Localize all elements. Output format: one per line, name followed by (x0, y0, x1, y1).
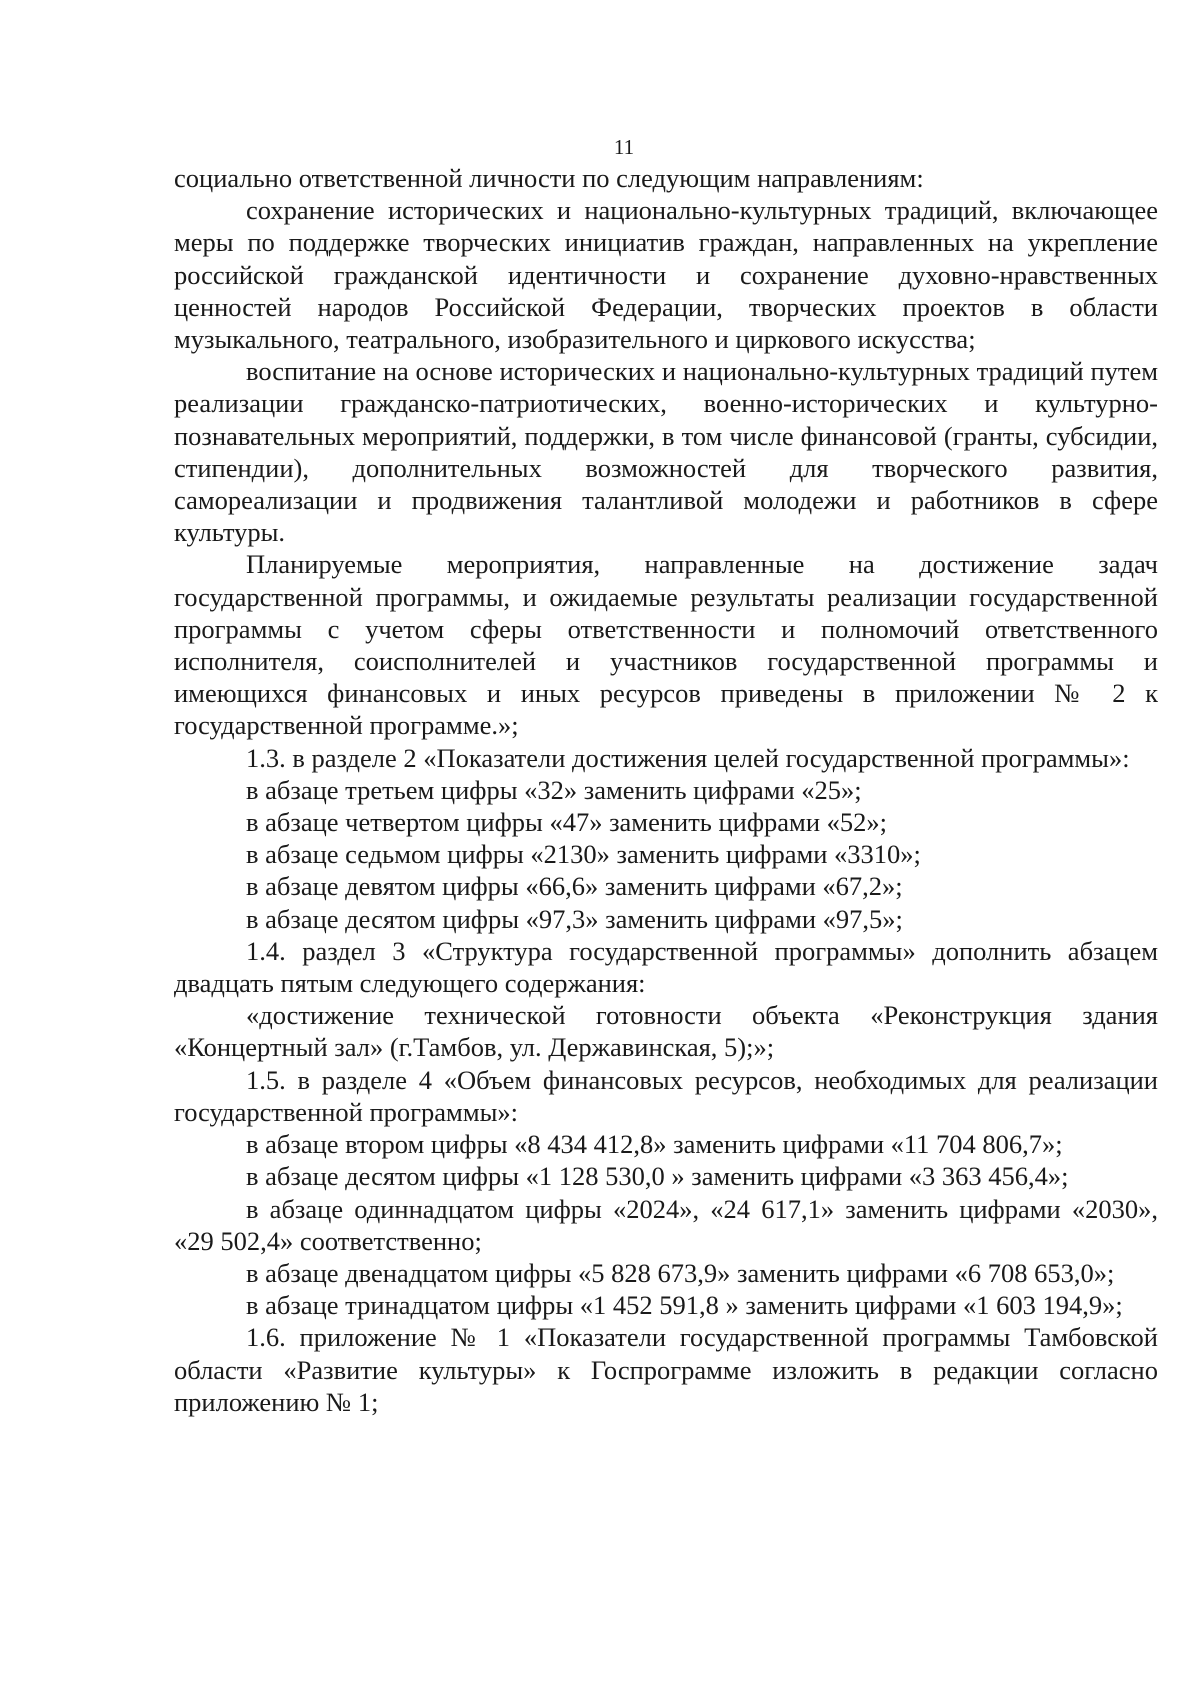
paragraph-item-1-5: 1.5. в разделе 4 «Объем финансовых ресурсов, необходимых для реализации государственной программы»: (174, 1064, 1158, 1127)
paragraph-heritage: сохранение исторических и национально-культурных традиций, включающее меры по поддержке творческих инициатив граждан, направленных на укрепление российской гражданской идентичности и сохранение духовно-нравственных ценностей народов Российской Федерации, творческих проектов в области музыкального, театрального, изобразительного и циркового искусства; (174, 195, 1158, 355)
paragraph-item-1-4: 1.4. раздел 3 «Структура государственной программы» дополнить абзацем двадцать пятым следующего содержания: (174, 935, 1158, 999)
paragraph-change-third: в абзаце третьем цифры «32» заменить цифрами «25»; (246, 774, 862, 805)
paragraph-item-1-3: 1.3. в разделе 2 «Показатели достижения целей государственной программы»: (246, 742, 1130, 773)
paragraph-change-thirteenth: в абзаце тринадцатом цифры «1 452 591,8 » заменить цифрами «1 603 194,9»; (246, 1290, 1123, 1321)
document-body (174, 162, 1158, 1418)
paragraph-concert-hall: «достижение технической готовности объекта «Реконструкция здания «Концертный зал» (г.Тамбов, ул. Державинская, 5);»; (174, 1000, 1158, 1063)
paragraph-item-1-6: 1.6. приложение № 1 «Показатели государственной программы Тамбовской области «Развитие культуры» к Госпрограмме изложить в редакции согласно приложению № 1; (174, 1322, 1158, 1417)
page-number: 11 (613, 135, 635, 159)
paragraph-education: воспитание на основе исторических и национально-культурных традиций путем реализации гражданско-патриотических, военно-исторических и культурно-познавательных мероприятий, поддержки, в том числе финансовой (гранты, субсидии, стипендии), дополнительных возможностей для творческого развития, самореализации и продвижения талантливой молодежи и работников в сфере культуры. (174, 356, 1158, 548)
paragraph-intro: социально ответственной личности по следующим направлениям: (174, 163, 924, 193)
paragraph-change-tenth-finance: в абзаце десятом цифры «1 128 530,0 » заменить цифрами «3 363 456,4»; (246, 1161, 1069, 1192)
paragraph-change-second: в абзаце втором цифры «8 434 412,8» заменить цифрами «11 704 806,7»; (246, 1129, 1063, 1160)
paragraph-change-fourth: в абзаце четвертом цифры «47» заменить цифрами «52»; (246, 807, 887, 838)
paragraph-change-tenth: в абзаце десятом цифры «97,3» заменить цифрами «97,5»; (246, 903, 903, 934)
paragraph-change-twelfth: в абзаце двенадцатом цифры «5 828 673,9» заменить цифрами «6 708 653,0»; (246, 1257, 1115, 1288)
paragraph-planned-activities: Планируемые мероприятия, направленные на достижение задач государственной программы, и ожидаемые результаты реализации государственной программы с учетом сферы ответственности и полномочий ответственного исполнителя, соисполнителей и участников государственной программы и имеющихся финансовых и иных ресурсов приведены в приложении № 2 к государственной программе.»; (174, 549, 1158, 741)
paragraph-change-seventh: в абзаце седьмом цифры «2130» заменить цифрами «3310»; (246, 839, 921, 870)
paragraph-change-eleventh: в абзаце одиннадцатом цифры «2024», «24 617,1» заменить цифрами «2030», «29 502,4» соответственно; (174, 1193, 1158, 1256)
paragraph-change-ninth: в абзаце девятом цифры «66,6» заменить цифрами «67,2»; (246, 871, 903, 902)
